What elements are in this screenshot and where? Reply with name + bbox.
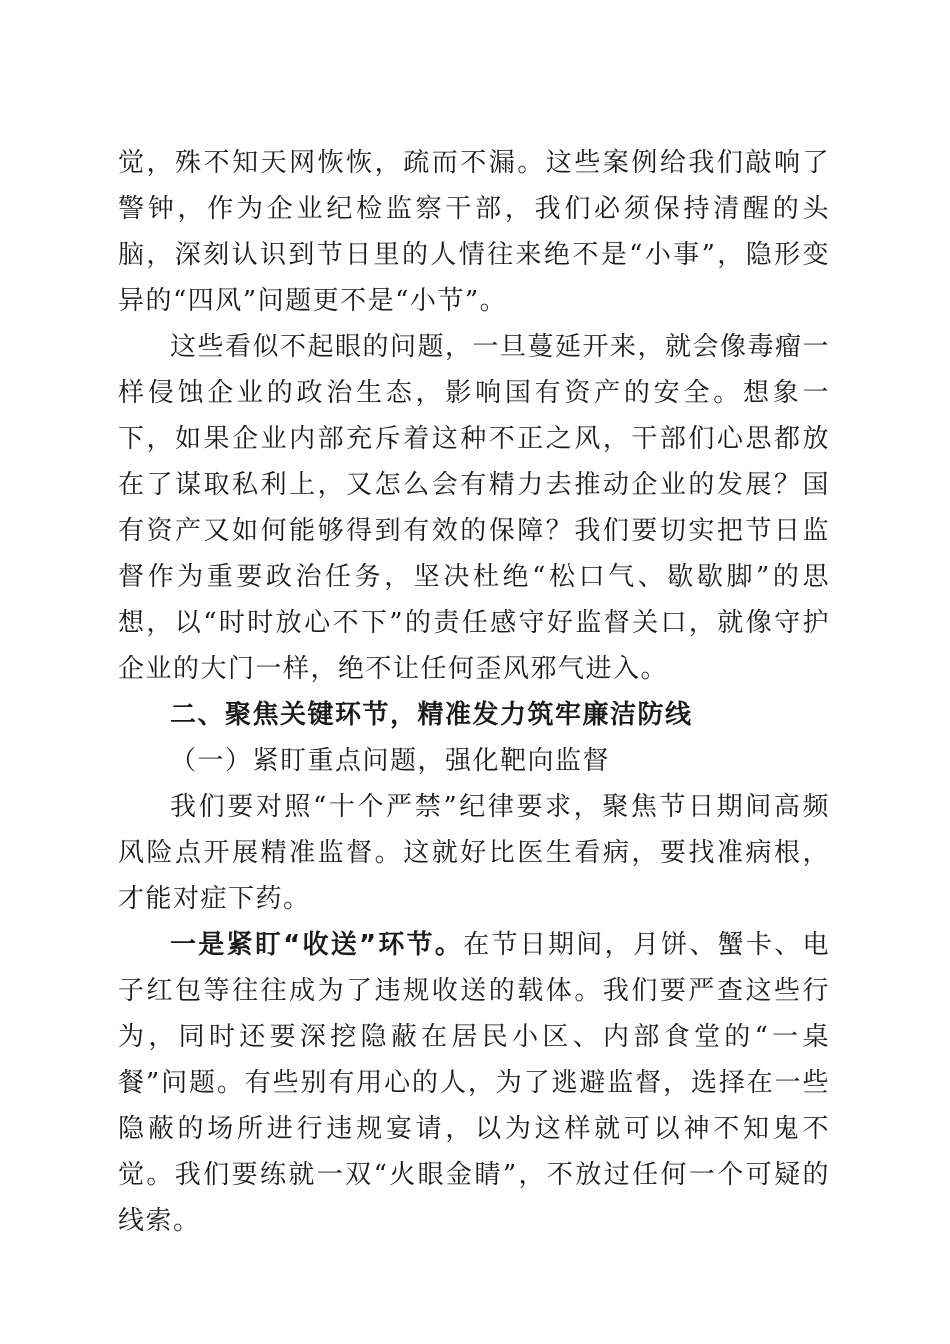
paragraph-body-text: 在节日期间，月饼、蟹卡、电子红包等往往成为了违规收送的载体。我们要严查这些行为，同时还要深挖隐蔽在居民小区、内部食堂的“一桌餐”问题。有些别有用心的人，为了逃避监督，选择在一些隐蔽的场所进行违规宴请，以为这样就可以神不知鬼不觉。我们要练就一双“火眼金睛”，不放过任何一个可疑的线索。	[118, 930, 830, 1236]
document-page	[118, 140, 830, 1244]
section-heading: 二、聚焦关键环节，精准发力筑牢廉洁防线	[170, 700, 693, 730]
paragraph-continuation: 觉，殊不知天网恢恢，疏而不漏。这些案例给我们敲响了警钟，作为企业纪检监察干部，我们必须保持清醒的头脑，深刻认识到节日里的人情往来绝不是“小事”，隐形变异的“四风”问题更不是“小节”。	[118, 148, 830, 316]
paragraph-gift-giving	[118, 922, 830, 1244]
paragraph-problem-impact: 这些看似不起眼的问题，一旦蔓延开来，就会像毒瘤一样侵蚀企业的政治生态，影响国有资产的安全。想象一下，如果企业内部充斥着这种不正之风，干部们心思都放在了谋取私利上，又怎么会有精力去推动企业的发展？国有资产又如何能够得到有效的保障？我们要切实把节日监督作为重要政治任务，坚决杜绝“松口气、歇歇脚”的思想，以“时时放心不下”的责任感守好监督关口，就像守护企业的大门一样，绝不让任何歪风邪气进入。	[118, 332, 831, 684]
subsection-heading: （一）紧盯重点问题，强化靶向监督	[170, 746, 611, 776]
paragraph-lead-phrase: 一是紧盯“收送”环节。	[170, 930, 464, 960]
paragraph-targeted-supervision: 我们要对照“十个严禁”纪律要求，聚焦节日期间高频风险点开展精准监督。这就好比医生看病，要找准病根，才能对症下药。	[118, 792, 830, 914]
